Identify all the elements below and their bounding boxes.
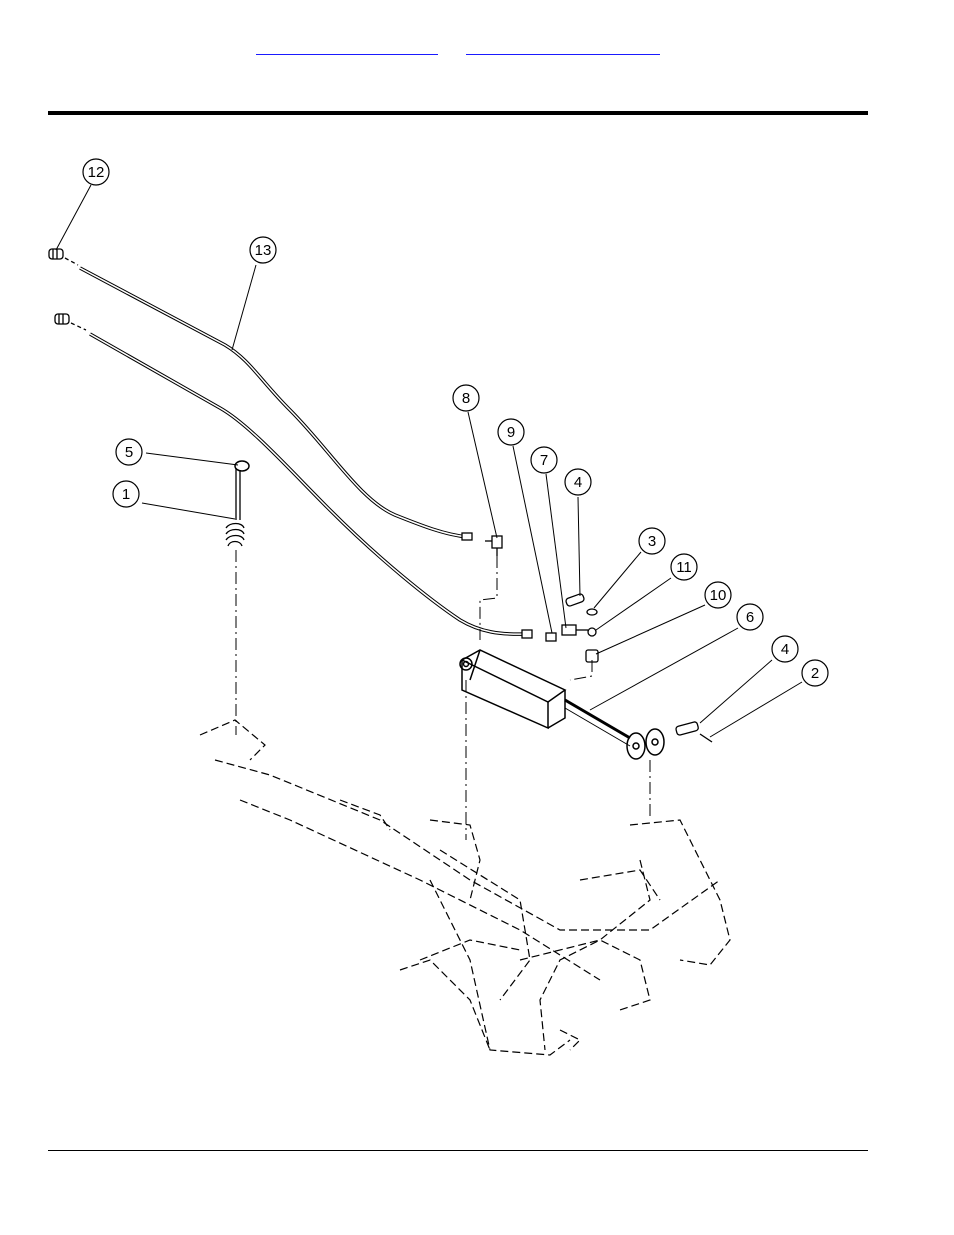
- callout-13: [250, 237, 276, 263]
- hose-holder-spring: [226, 461, 249, 546]
- callout-4-upper: [565, 469, 591, 495]
- callout-leaders: [56, 185, 802, 737]
- svg-text:4: 4: [780, 641, 790, 658]
- hydraulic-cylinder: [460, 650, 664, 759]
- hydraulic-hose-upper: [80, 268, 472, 540]
- svg-text:12: 12: [87, 164, 105, 181]
- dust-cap-lower: [55, 314, 86, 330]
- svg-text:8: 8: [461, 390, 471, 407]
- callout-5: [116, 439, 142, 465]
- callout-3: [639, 528, 665, 554]
- hydraulic-hose-lower: [90, 334, 532, 638]
- callout-6: [737, 604, 763, 630]
- assembly-guide-lines: [236, 550, 650, 840]
- svg-text:9: 9: [506, 424, 516, 441]
- pin-4-upper: [565, 593, 585, 607]
- svg-text:13: 13: [254, 242, 272, 259]
- callout-4-lower: [772, 636, 798, 662]
- svg-text:5: 5: [124, 444, 134, 461]
- clip-3: [587, 609, 597, 615]
- callout-2: [802, 660, 828, 686]
- svg-text:4: 4: [573, 474, 583, 491]
- callout-12: [83, 159, 109, 185]
- fitting-11: [588, 628, 596, 636]
- svg-text:10: 10: [709, 587, 727, 604]
- svg-text:2: 2: [810, 665, 820, 682]
- callout-9: [498, 419, 524, 445]
- svg-text:3: 3: [647, 533, 657, 550]
- callout-8: [453, 385, 479, 411]
- callout-11: [671, 554, 697, 580]
- dust-cap-upper: [49, 249, 78, 265]
- callout-10: [705, 582, 731, 608]
- pin-4-lower: [675, 721, 699, 735]
- svg-text:6: 6: [745, 609, 755, 626]
- callout-1: [113, 481, 139, 507]
- fitting-tee-8: [485, 536, 502, 556]
- svg-text:1: 1: [121, 486, 131, 503]
- fitting-adapter-9: [546, 633, 556, 641]
- svg-text:11: 11: [676, 559, 692, 576]
- svg-text:7: 7: [539, 452, 549, 469]
- cotter-pin-2: [700, 734, 712, 742]
- callout-7: [531, 447, 557, 473]
